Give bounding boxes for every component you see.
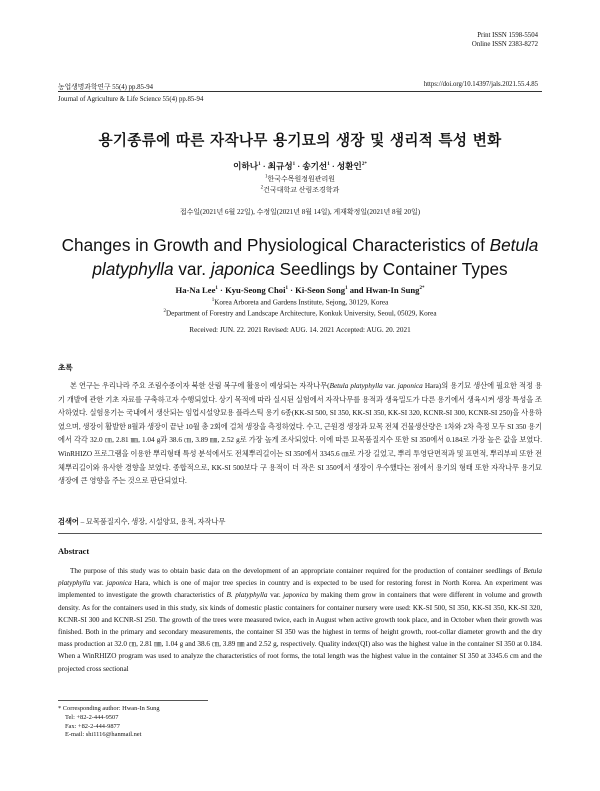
korean-affiliation-2-text: 건국대학교 산림조경학과	[263, 186, 340, 194]
online-issn: Online ISSN 2383-8272	[471, 41, 538, 49]
korean-affiliation-1-text: 한국수목원정원관리원	[267, 175, 336, 183]
keywords-text: – 묘목품질지수, 생장, 시설양묘, 용적, 자작나무	[80, 518, 226, 526]
footnote-divider	[58, 700, 208, 701]
korean-abstract-text: 본 연구는 우리나라 주요 조림수종이자 북한 산림 복구에 활용이 예상되는 자작나무(Betula platyphylla var. japonica Hara)의 용기묘 생산에 필요한 적정 용기 개발에 관한 기초 자료를 구축하고자 수행되었다. 상기 목적에 따라 실시된 실험에서 자작나무를 용적과 생육밀도가 다른 용기에서 생육시켜 생장 특성을 조사하였다. 실험용기는 국내에서 생산되는 임업시설양묘용 플라스틱 용기 6종(KK-SI 500, SI 350, KK-SI 350, KK-SI 320, KCNR-SI 300, KCNR-SI 250)을 사용하였으며, 생장이 활발한 8월과 생장이 끝난 10월 총 2회에 걸쳐 생장을 측정하였다. 수고, 근원경 생장과 묘목 전체 건물생산량은 1차와 2차 측정 모두 SI 350 용기에서 각각 32.0 ㎝, 2.81 ㎜, 1.04 g과 38.6 ㎝, 3.89 ㎜, 2.52 g로 가장 높게 조사되었다. 이에 따른 묘목품질지수 또한 SI 350에서 0.184로 가장 높은 값을 보였다. WinRHIZO 프로그램을 이용한 뿌리형태 특성 분석에서도 전체뿌리길이는 SI 350에서 3345.6 ㎝로 가장 길었고, 뿌리 투영단면적과 및 표면적, 뿌리부피 또한 전체뿌리길이와 유사한 경향을 보였다. 종합적으로, KK-SI 500보다 구 용적이 더 작은 SI 350에서 생장이 우수했다는 점에서 용기의 형태 또한 자작나무 용기묘 생장에 큰 영향을 주는 것으로 판단되었다.	[58, 382, 543, 486]
korean-title: 용기종류에 따른 자작나무 용기묘의 생장 및 생리적 특성 변화	[98, 132, 502, 149]
english-affiliation-2: $^2$Department of Forestry and Landscape Architecture, Konkuk University, Seoul, 05029, Korea	[163, 309, 437, 318]
author-tel: Tel: +82-2-444-9507	[65, 713, 119, 721]
english-dates: Received: JUN. 22. 2021 Revised: AUG. 14. 2021 Accepted: AUG. 20. 2021	[189, 326, 411, 334]
doi-link[interactable]: https://doi.org/10.14397/jals.2021.55.4.85	[423, 81, 538, 88]
author-email[interactable]: E-mail: shi1116@hanmail.net	[65, 731, 142, 739]
keywords-divider	[58, 533, 542, 534]
english-title-line-1: Changes in Growth and Physiological Characteristics of Betula	[61, 235, 539, 255]
english-abstract-heading: Abstract	[58, 547, 90, 556]
author-fax: Fax: +82-2-444-9877	[65, 722, 120, 730]
english-abstract-text: The purpose of this study was to obtain basic data on the development of an appropriate container required for the production of container seedlings of Betula platyphylla var. japonica Hara, which is one of major tree species in country and is expected to be used for restoring forest in North Korea. An experiment was implemented to investigate the growth characteristics of B. platyphylla var. japonica by making them grow in containers that were different in volume and growth density. As for the containers used in this study, six kinds of domestic plastic containers for container nursery were used: KK-SI 500, SI 350, KK-SI 350, KK-SI 320, KCNR-SI 300 and KCNR-SI 250. The growth of the trees were measured twice, each in August when active growth took place, and in October when their growth was finished. Both in the primary and secondary measurements, the container SI 350 was the highest in terms of height growth, root-collar diameter growth and the dry mass production at 32.0 ㎝, 2.81 ㎜, 1.04 g and 38.6 ㎝, 3.89 ㎜ and 2.52 g, respectively. Quality index(QI) also was the highest value in the container SI 350 at 0.184. When a WinRHIZO program was used to analyze the characteristics of root forms, the total length was the highest value in the container SI 350 at 3345.6 cm and the projected cross sectional	[58, 567, 542, 673]
korean-affiliation-1: $^1$한국수목원정원관리원	[264, 174, 336, 183]
print-issn: Print ISSN 1598-5504	[477, 32, 538, 39]
english-title-line-2: platyphylla var. japonica Seedlings by Container Types	[92, 259, 508, 279]
english-affiliation-1: $^1$Korea Arboreta and Gardens Institute, Sejong, 30129, Korea	[211, 298, 389, 307]
english-title	[0, 233, 600, 281]
issn-block	[472, 31, 538, 49]
corresponding-author: * Corresponding author: Hwan-In Sung	[58, 705, 160, 712]
korean-affiliation-2: $^2$건국대학교 산림조경학과	[260, 185, 340, 194]
footnote	[58, 705, 160, 740]
korean-abstract-heading: 초록	[58, 363, 73, 372]
header-divider	[58, 91, 542, 92]
korean-authors: 이하나$^1$ · 최규성$^1$ · 송기선$^1$ · 성환인$^{2*}$	[233, 161, 367, 171]
journal-en: Journal of Agriculture & Life Science 55(4) pp.85-94	[58, 96, 204, 103]
journal-kr: 농업생명과학연구 55(4) pp.85-94	[58, 84, 153, 91]
keywords-label: 검색어	[58, 517, 79, 526]
english-authors: Ha-Na Lee$^1$ · Kyu-Seong Choi$^1$ · Ki-Seon Song$^1$ and Hwan-In Sung$^{2*}$	[175, 285, 425, 295]
keywords	[58, 517, 225, 527]
korean-dates: 접수일(2021년 6월 22일), 수정일(2021년 8월 14일), 게재확정일(2021년 8월 20일)	[179, 208, 421, 216]
